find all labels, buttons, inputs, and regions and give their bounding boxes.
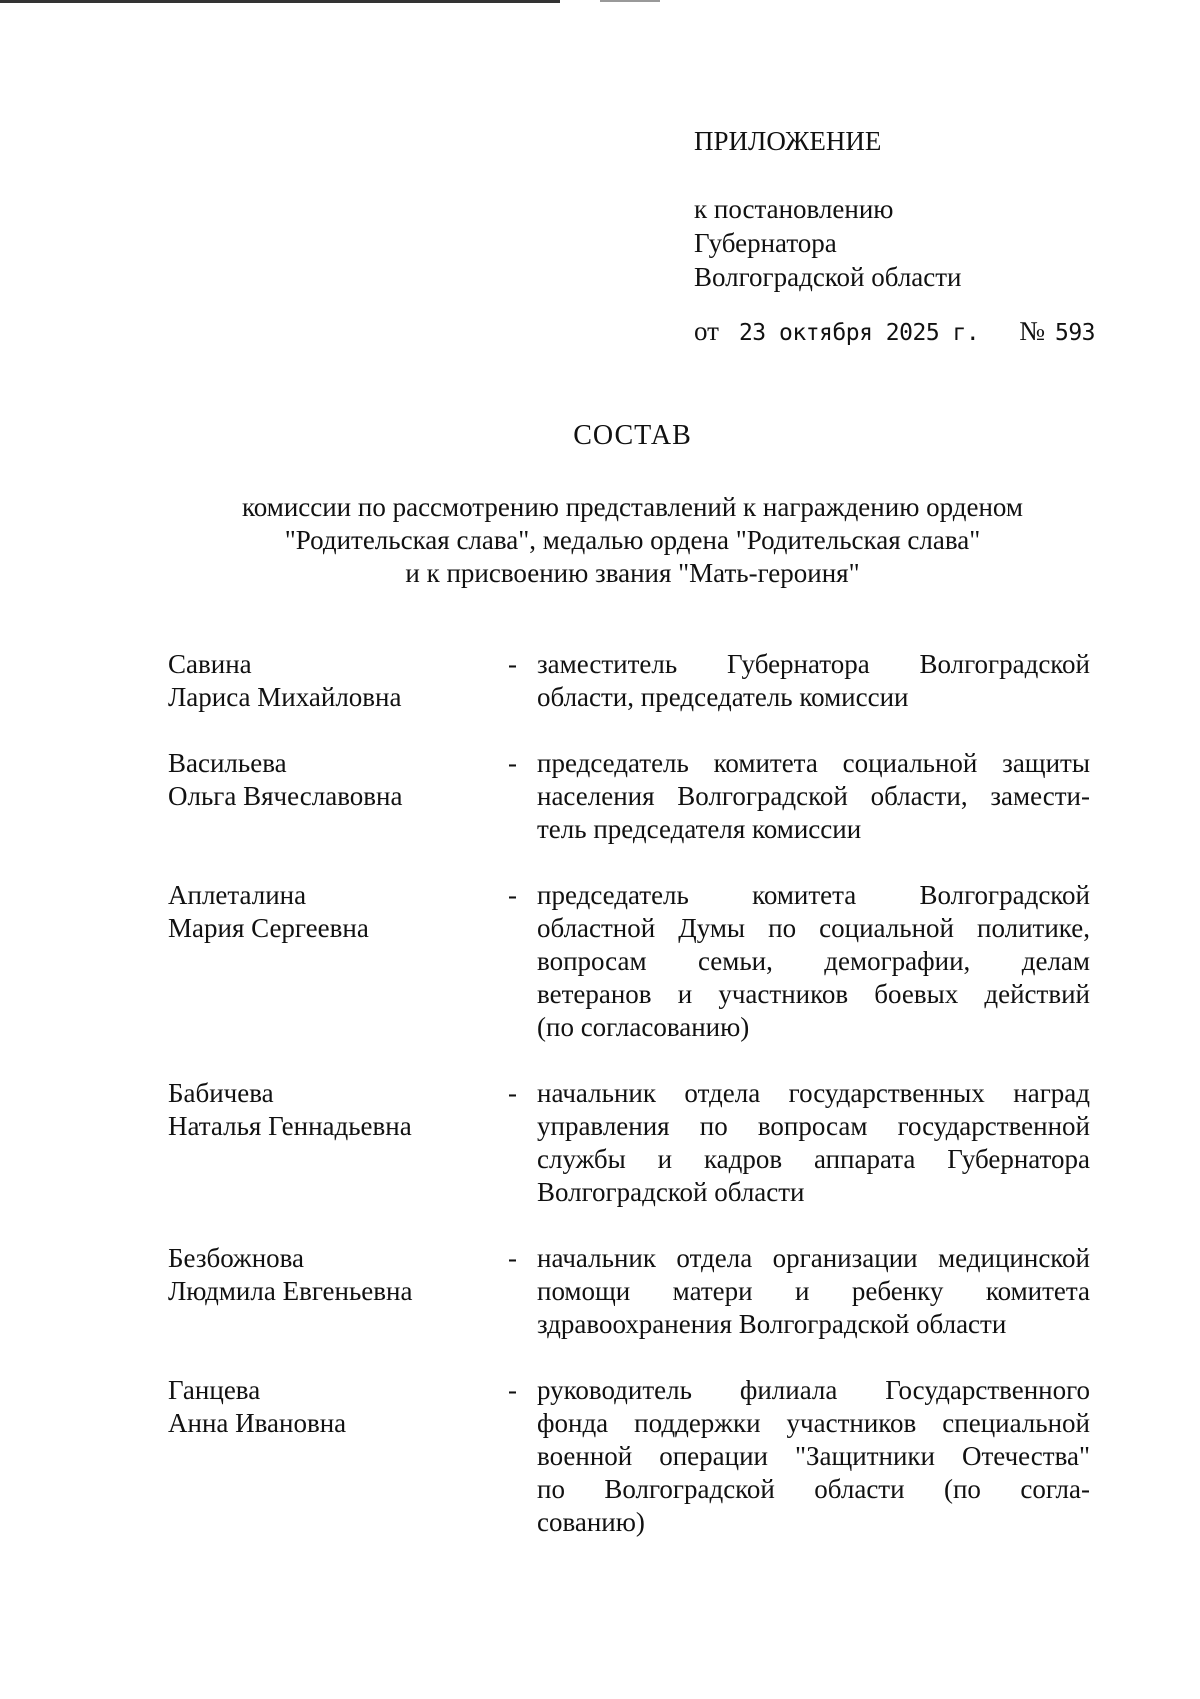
top-edge-mark (600, 0, 660, 2)
appendix-line-2: Губернатора (694, 228, 837, 258)
member-role-line: фонда поддержки участников специальной (537, 1408, 1090, 1438)
member-dash: - (508, 649, 517, 679)
members-list (0, 648, 1200, 1539)
member-role (537, 1077, 1090, 1209)
member-surname: Савина (168, 649, 252, 679)
member-role-line: вопросам семьи, демографии, делам (537, 946, 1090, 976)
date-prefix: от (694, 316, 719, 346)
member-given-names: Лариса Михайловна (168, 682, 402, 712)
date-line (694, 314, 1095, 350)
member-given-names: Людмила Евгеньевна (168, 1276, 413, 1306)
member-role-line: области, председатель комиссии (537, 682, 909, 712)
member-dash: - (508, 1375, 517, 1405)
member-row (0, 1242, 1200, 1341)
member-role (537, 747, 1090, 846)
member-role-line: управления по вопросам государственной (537, 1111, 1090, 1141)
date-value: 23 октября 2025 г. (738, 320, 980, 346)
member-given-names: Анна Ивановна (168, 1408, 347, 1438)
number-value: 593 (1054, 320, 1096, 346)
member-name (168, 879, 488, 945)
member-role-line: председатель комитета социальной защиты (537, 748, 1090, 778)
member-given-names: Наталья Геннадьевна (168, 1111, 412, 1141)
member-name (168, 747, 488, 813)
document-subheading (100, 491, 1165, 590)
member-surname: Васильева (168, 748, 287, 778)
member-name (168, 1242, 488, 1308)
member-dash: - (508, 1243, 517, 1273)
member-role-line: руководитель филиала Государственного (537, 1375, 1090, 1405)
member-given-names: Ольга Вячеславовна (168, 781, 403, 811)
number-prefix: № (1019, 316, 1045, 346)
subheading-line-3: и к присвоению звания "Мать-героиня" (405, 558, 860, 588)
member-role-line: председатель комитета Волгоградской (537, 880, 1090, 910)
document-heading: СОСТАВ (573, 420, 692, 451)
member-name (168, 1374, 488, 1440)
member-name (168, 648, 488, 714)
member-role-line: здравоохранения Волгоградской области (537, 1309, 1007, 1339)
member-dash: - (508, 748, 517, 778)
member-role-line: ветеранов и участников боевых действий (537, 979, 1090, 1009)
member-role-line: (по согласованию) (537, 1012, 750, 1042)
member-name (168, 1077, 488, 1143)
member-row (0, 1374, 1200, 1539)
top-edge-line (0, 0, 560, 3)
member-row (0, 1077, 1200, 1209)
member-surname: Ганцева (168, 1375, 261, 1405)
member-row (0, 879, 1200, 1044)
member-role-line: по Волгоградской области (по согла- (537, 1474, 1090, 1504)
member-row (0, 648, 1200, 714)
appendix-title: ПРИЛОЖЕНИЕ (694, 126, 882, 156)
member-role-line: начальник отдела государственных наград (537, 1078, 1090, 1108)
member-role-line: заместитель Губернатора Волгоградской (537, 649, 1090, 679)
member-surname: Безбожнова (168, 1243, 305, 1273)
member-role-line: населения Волгоградской области, замести- (537, 781, 1090, 811)
appendix-line-3: Волгоградской области (694, 262, 962, 292)
member-role-line: областной Думы по социальной политике, (537, 913, 1090, 943)
member-row (0, 747, 1200, 846)
member-role-line: службы и кадров аппарата Губернатора (537, 1144, 1090, 1174)
member-role (537, 648, 1090, 714)
member-role-line: Волгоградской области (537, 1177, 805, 1207)
subheading-line-1: комиссии по рассмотрению представлений к награждению орденом (242, 492, 1023, 522)
member-role-line: военной операции "Защитники Отечества" (537, 1441, 1090, 1471)
member-role-line: сованию) (537, 1507, 645, 1537)
member-dash: - (508, 880, 517, 910)
member-role-line: помощи матери и ребенку комитета (537, 1276, 1090, 1306)
member-role (537, 1242, 1090, 1341)
subheading-line-2: "Родительская слава", медалью ордена "Родительская слава" (284, 525, 981, 555)
member-role (537, 1374, 1090, 1539)
member-role-line: тель председателя комиссии (537, 814, 862, 844)
member-surname: Аплеталина (168, 880, 307, 910)
appendix-line-1: к постановлению (694, 194, 894, 224)
member-dash: - (508, 1078, 517, 1108)
member-role (537, 879, 1090, 1044)
member-surname: Бабичева (168, 1078, 274, 1108)
member-given-names: Мария Сергеевна (168, 913, 369, 943)
appendix-block (694, 124, 1095, 350)
member-role-line: начальник отдела организации медицинской (537, 1243, 1090, 1273)
